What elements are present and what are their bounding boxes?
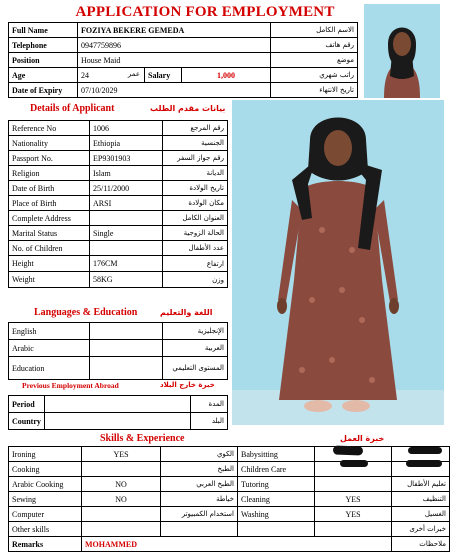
- skills-row: [9, 462, 450, 477]
- remarks-ar: ملاحظات: [392, 537, 450, 552]
- applicant-row: [9, 136, 228, 151]
- top-info-table: [8, 22, 358, 98]
- redaction-mark: [333, 445, 363, 455]
- row-country: [9, 413, 228, 430]
- applicant-row: [9, 151, 228, 166]
- applicant-row-label: Complete Address: [9, 211, 90, 226]
- english-value: [90, 323, 163, 340]
- age-value: 24: [81, 70, 89, 80]
- salary-ar: راتب شهري: [271, 68, 358, 83]
- applicant-heading-ar: بيانات مقدم الطلب: [150, 104, 226, 113]
- redaction-mark: [406, 460, 442, 467]
- skill-label: Washing: [238, 507, 315, 522]
- country-value: [44, 413, 190, 430]
- skill-ar: استخدام الكمبيوتر: [161, 507, 238, 522]
- skills-row: [9, 447, 450, 462]
- applicant-row-value: Ethiopia: [90, 136, 163, 151]
- english-label: English: [9, 323, 90, 340]
- skill-label: Cleaning: [238, 492, 315, 507]
- languages-heading: Languages & Education: [34, 307, 138, 318]
- skill-label: Other skills: [9, 522, 82, 537]
- applicant-row-label: Date of Birth: [9, 181, 90, 196]
- education-value: [90, 357, 163, 380]
- portrait-illustration: [364, 4, 440, 98]
- skill-value: [315, 477, 392, 492]
- applicant-row-value: 58KG: [90, 272, 163, 288]
- redaction-mark: [408, 447, 442, 454]
- full-name-ar: الاسم الكامل: [271, 23, 358, 38]
- age-value-cell: [78, 68, 145, 83]
- skill-ar: الطبخ: [161, 462, 238, 477]
- applicant-row: [9, 181, 228, 196]
- employment-table: [8, 395, 228, 430]
- applicant-row-label: No. of Children: [9, 241, 90, 256]
- country-label: Country: [9, 413, 45, 430]
- applicant-row-value: EP9301903: [90, 151, 163, 166]
- applicant-row-label: Place of Birth: [9, 196, 90, 211]
- skill-ar: تعليم الأطفال: [392, 477, 450, 492]
- skill-ar: الغسيل: [392, 507, 450, 522]
- applicant-row: [9, 226, 228, 241]
- applicant-row: [9, 211, 228, 226]
- row-full-name: [9, 23, 358, 38]
- skill-value: NO: [82, 492, 161, 507]
- applicant-row-label: Height: [9, 256, 90, 272]
- applicant-row-value: [90, 211, 163, 226]
- applicant-row: [9, 241, 228, 256]
- applicant-row-ar: الديانة: [163, 166, 228, 181]
- skill-ar: الكوي: [161, 447, 238, 462]
- position-label: Position: [9, 53, 78, 68]
- applicant-row-ar: رقم المرجع: [163, 121, 228, 136]
- applicant-row-ar: تاريخ الولادة: [163, 181, 228, 196]
- applicant-row-value: 176CM: [90, 256, 163, 272]
- skills-table: [8, 446, 450, 552]
- salary-value: 1,000: [182, 68, 271, 83]
- applicant-row: [9, 121, 228, 136]
- skills-heading-ar: خبرة العمل: [340, 434, 385, 443]
- form-title: APPLICATION FOR EMPLOYMENT: [75, 4, 335, 20]
- skill-ar: خياطة: [161, 492, 238, 507]
- row-arabic: [9, 340, 228, 357]
- applicant-row-label: Nationality: [9, 136, 90, 151]
- applicant-row: [9, 196, 228, 211]
- skill-label: Cooking: [9, 462, 82, 477]
- row-expiry: [9, 83, 358, 98]
- skills-heading: Skills & Experience: [100, 433, 185, 444]
- skill-label: Computer: [9, 507, 82, 522]
- skill-label: [238, 522, 315, 537]
- skill-value: [82, 507, 161, 522]
- row-english: [9, 323, 228, 340]
- applicant-row-ar: مكان الولادة: [163, 196, 228, 211]
- skill-label: Tutoring: [238, 477, 315, 492]
- row-telephone: [9, 38, 358, 53]
- period-label: Period: [9, 396, 45, 413]
- applicant-row-ar: ارتفاع: [163, 256, 228, 272]
- education-label: Education: [9, 357, 90, 380]
- applicant-row-ar: وزن: [163, 272, 228, 288]
- applicant-row-label: Reference No: [9, 121, 90, 136]
- skills-row: [9, 522, 450, 537]
- age-ar: عمر: [127, 70, 140, 78]
- arabic-ar: العربية: [163, 340, 228, 357]
- skill-value: NO: [82, 477, 161, 492]
- employment-heading-ar: خبرة خارج البلاد: [160, 381, 215, 389]
- expiry-ar: تاريخ الانتهاء: [271, 83, 358, 98]
- skill-value: YES: [315, 492, 392, 507]
- position-value: House Maid: [78, 53, 271, 68]
- applicant-row-value: [90, 241, 163, 256]
- row-age-salary: [9, 68, 358, 83]
- skill-value: YES: [82, 447, 161, 462]
- period-value: [44, 396, 190, 413]
- redaction-mark: [340, 460, 368, 467]
- telephone-ar: رقم هاتف: [271, 38, 358, 53]
- applicant-row-ar: رقم جواز السفر: [163, 151, 228, 166]
- row-remarks: [9, 537, 450, 552]
- age-label: Age: [9, 68, 78, 83]
- full-name-value: FOZIYA BEKERE GEMEDA: [78, 23, 271, 38]
- full-body-photo: [232, 100, 444, 425]
- employment-heading: Previous Employment Abroad: [22, 381, 119, 390]
- expiry-value: 07/10/2029: [78, 83, 271, 98]
- skills-row: [9, 507, 450, 522]
- skill-label: Babysitting: [238, 447, 315, 462]
- applicant-row-value: ARSI: [90, 196, 163, 211]
- skill-value: [315, 522, 392, 537]
- applicant-row-ar: عدد الأطفال: [163, 241, 228, 256]
- languages-table: [8, 322, 228, 380]
- applicant-row-value: 1006: [90, 121, 163, 136]
- telephone-label: Telephone: [9, 38, 78, 53]
- skill-value: YES: [315, 507, 392, 522]
- country-ar: البلد: [191, 413, 228, 430]
- skill-ar: التنظيف: [392, 492, 450, 507]
- applicant-row-label: Passport No.: [9, 151, 90, 166]
- applicant-row-value: 25/11/2000: [90, 181, 163, 196]
- applicant-row-label: Weight: [9, 272, 90, 288]
- skill-ar: [161, 522, 238, 537]
- english-ar: الإنجليزية: [163, 323, 228, 340]
- skill-label: Children Care: [238, 462, 315, 477]
- applicant-row-value: Islam: [90, 166, 163, 181]
- position-ar: موضع: [271, 53, 358, 68]
- skill-label: Ironing: [9, 447, 82, 462]
- applicant-row: [9, 166, 228, 181]
- applicant-row-label: Marital Status: [9, 226, 90, 241]
- applicant-row-value: Single: [90, 226, 163, 241]
- telephone-value: 0947759896: [78, 38, 271, 53]
- period-ar: المدة: [191, 396, 228, 413]
- full-body-illustration: [232, 100, 444, 425]
- row-period: [9, 396, 228, 413]
- portrait-photo: [364, 4, 440, 98]
- remarks-value: MOHAMMED: [82, 537, 392, 552]
- remarks-label: Remarks: [9, 537, 82, 552]
- arabic-value: [90, 340, 163, 357]
- skill-value: [82, 462, 161, 477]
- skill-value: [82, 522, 161, 537]
- skill-label: Sewing: [9, 492, 82, 507]
- skills-row: [9, 477, 450, 492]
- education-ar: المستوى التعليمي: [163, 357, 228, 380]
- skill-label: Arabic Cooking: [9, 477, 82, 492]
- applicant-row: [9, 272, 228, 288]
- applicant-row-ar: الجنسية: [163, 136, 228, 151]
- applicant-heading: Details of Applicant: [30, 103, 115, 114]
- salary-label: Salary: [145, 68, 182, 83]
- expiry-label: Date of Expiry: [9, 83, 78, 98]
- row-position: [9, 53, 358, 68]
- skills-row: [9, 492, 450, 507]
- applicant-table: [8, 120, 228, 288]
- applicant-row-ar: الحالة الزوجية: [163, 226, 228, 241]
- applicant-row: [9, 256, 228, 272]
- skill-ar: الطبخ العربي: [161, 477, 238, 492]
- applicant-row-ar: العنوان الكامل: [163, 211, 228, 226]
- languages-heading-ar: اللغة والتعليم: [160, 308, 213, 317]
- arabic-label: Arabic: [9, 340, 90, 357]
- applicant-row-label: Religion: [9, 166, 90, 181]
- row-education: [9, 357, 228, 380]
- full-name-label: Full Name: [9, 23, 78, 38]
- skill-ar: خبرات أخرى: [392, 522, 450, 537]
